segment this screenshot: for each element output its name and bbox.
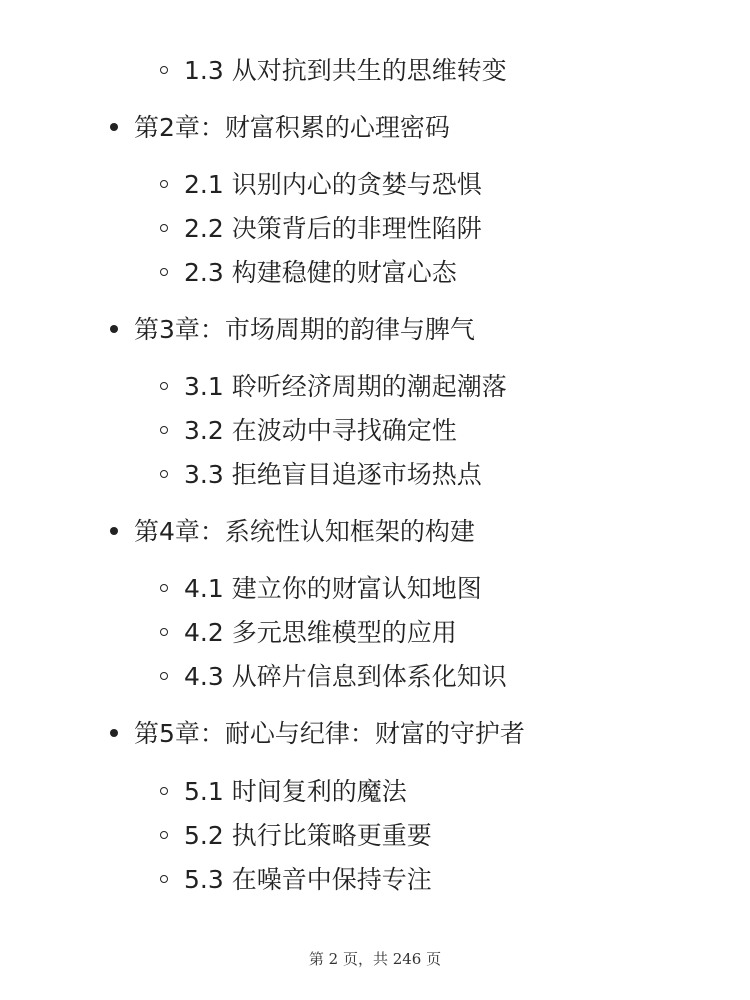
bullet-icon [110, 325, 118, 333]
hollow-bullet-icon [160, 382, 168, 390]
toc-section-item [160, 209, 482, 249]
bullet-icon [110, 123, 118, 131]
toc-section-item [160, 455, 482, 495]
toc-section-item [160, 165, 482, 205]
toc-section-label: 3.1 聆听经济周期的潮起潮落 [184, 372, 507, 401]
toc-chapter-label: 第4章：系统性认知框架的构建 [134, 517, 475, 546]
toc-section-item [160, 657, 507, 697]
toc-section-label: 4.1 建立你的财富认知地图 [184, 574, 482, 603]
toc-section-item [160, 569, 482, 609]
hollow-bullet-icon [160, 66, 168, 74]
toc-section-item [160, 860, 432, 900]
hollow-bullet-icon [160, 875, 168, 883]
toc-section-item [160, 411, 457, 451]
hollow-bullet-icon [160, 584, 168, 592]
bullet-icon [110, 729, 118, 737]
toc-section-label: 3.2 在波动中寻找确定性 [184, 416, 457, 445]
toc-section-label: 5.2 执行比策略更重要 [184, 821, 432, 850]
toc-chapter-label: 第5章：耐心与纪律：财富的守护者 [134, 719, 525, 748]
toc-section-label: 2.2 决策背后的非理性陷阱 [184, 214, 482, 243]
toc-section-item [160, 367, 507, 407]
toc-section-label: 2.3 构建稳健的财富心态 [184, 258, 457, 287]
toc-section-item [160, 51, 507, 91]
toc-chapter-item [110, 512, 475, 552]
toc-section-label: 5.1 时间复利的魔法 [184, 777, 407, 806]
hollow-bullet-icon [160, 426, 168, 434]
hollow-bullet-icon [160, 180, 168, 188]
toc-section-label: 2.1 识别内心的贪婪与恐惧 [184, 170, 482, 199]
page-number-footer: 第 2 页，共 246 页 [308, 950, 442, 968]
hollow-bullet-icon [160, 787, 168, 795]
hollow-bullet-icon [160, 470, 168, 478]
toc-section-item [160, 253, 457, 293]
toc-section-label: 4.2 多元思维模型的应用 [184, 618, 457, 647]
toc-section-label: 5.3 在噪音中保持专注 [184, 865, 432, 894]
toc-section-label: 1.3 从对抗到共生的思维转变 [184, 56, 507, 85]
toc-section-label: 3.3 拒绝盲目追逐市场热点 [184, 460, 482, 489]
hollow-bullet-icon [160, 831, 168, 839]
toc-section-item [160, 816, 432, 856]
bullet-icon [110, 527, 118, 535]
hollow-bullet-icon [160, 672, 168, 680]
hollow-bullet-icon [160, 268, 168, 276]
hollow-bullet-icon [160, 628, 168, 636]
toc-chapter-item [110, 714, 525, 754]
toc-section-item [160, 772, 407, 812]
toc-section-item [160, 613, 457, 653]
toc-chapter-item [110, 310, 475, 350]
toc-chapter-label: 第3章：市场周期的韵律与脾气 [134, 315, 475, 344]
hollow-bullet-icon [160, 224, 168, 232]
toc-section-label: 4.3 从碎片信息到体系化知识 [184, 662, 507, 691]
toc-chapter-label: 第2章：财富积累的心理密码 [134, 113, 450, 142]
toc-chapter-item [110, 108, 450, 148]
